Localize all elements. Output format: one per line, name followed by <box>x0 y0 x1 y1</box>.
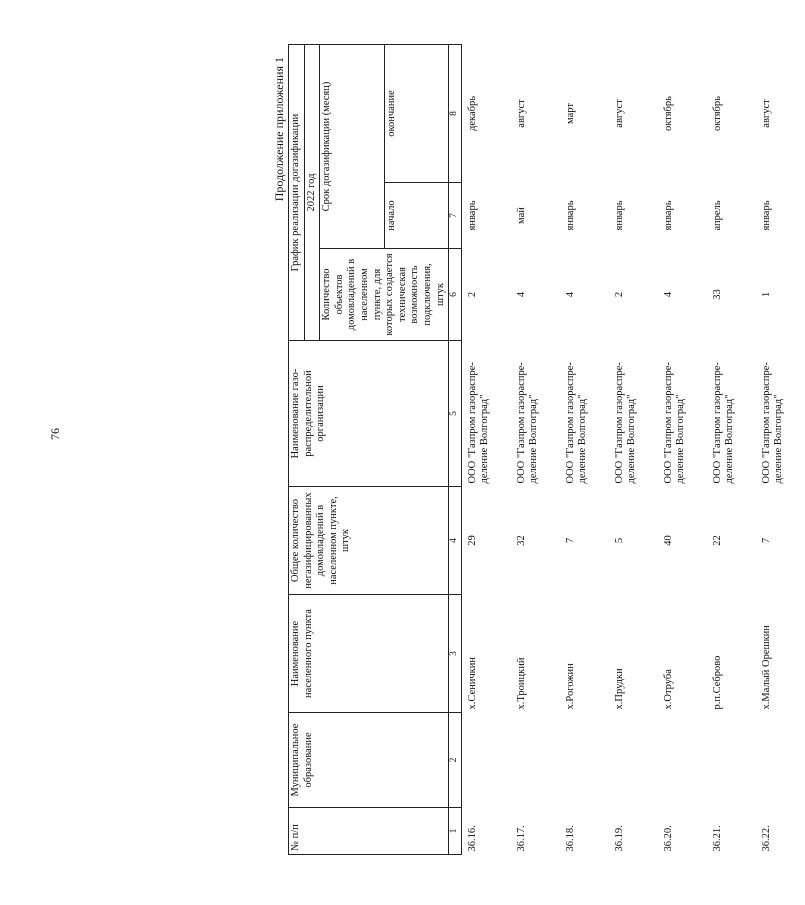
row-organization: ООО "Газпром газораспре- деление Волгоград" <box>711 362 736 484</box>
column-number: 3 <box>449 595 461 713</box>
row-end-month: март <box>564 103 576 124</box>
column-number: 4 <box>449 487 461 595</box>
row-start-month: май <box>515 207 527 224</box>
table-body <box>461 45 805 855</box>
table-row <box>707 45 756 855</box>
table-row <box>461 45 511 855</box>
row-settlement: х.Троицкий <box>515 657 527 710</box>
row-end-month: декабрь <box>466 96 478 131</box>
page-number: 76 <box>48 428 62 440</box>
row-objects: 4 <box>662 291 674 298</box>
row-municipality <box>560 713 609 808</box>
column-number: 6 <box>449 249 461 341</box>
row-settlement: х.Отруба <box>662 669 674 710</box>
th-households-total: Общее количество негазифицированных домовладений в населенном пункте, штук <box>289 487 449 595</box>
row-number: 36.18. <box>564 825 576 852</box>
column-number: 1 <box>449 808 461 855</box>
th-number: № п/п <box>289 808 449 855</box>
row-organization: ООО "Газпром газораспре- деление Волгоград" <box>564 362 589 484</box>
row-end-month: август <box>760 99 772 128</box>
th-term-title: Срок догазификации (месяц) <box>320 45 384 249</box>
row-objects: 4 <box>515 291 527 298</box>
row-households: 32 <box>515 535 527 546</box>
table-row <box>756 45 805 855</box>
row-number: 36.19. <box>613 825 625 852</box>
row-organization: ООО "Газпром газораспре- деление Волгоград" <box>466 362 491 484</box>
row-settlement: р.п.Себрово <box>711 655 723 710</box>
row-organization: ООО "Газпром газораспре- деление Волгоград" <box>760 362 785 484</box>
row-municipality <box>609 713 658 808</box>
row-organization: ООО "Газпром газораспре- деление Волгоград" <box>613 362 638 484</box>
row-settlement: х.Рогожин <box>564 663 576 710</box>
row-organization: ООО "Газпром газораспре- деление Волгоград" <box>515 362 540 484</box>
schedule-table-full <box>288 44 805 855</box>
continuation-title: Продолжение приложения 1 <box>272 57 286 202</box>
th-end: окончание <box>384 45 448 183</box>
row-households: 7 <box>760 537 772 544</box>
row-households: 7 <box>564 537 576 544</box>
column-number: 2 <box>449 713 461 808</box>
row-objects: 2 <box>466 291 478 298</box>
row-municipality <box>511 713 560 808</box>
row-start-month: январь <box>662 200 674 231</box>
row-start-month: апрель <box>711 200 723 231</box>
row-settlement: х.Малый Орешкин <box>760 625 772 710</box>
row-end-month: август <box>515 99 527 128</box>
row-households: 5 <box>613 537 625 544</box>
th-objects-count: Количество объектов домовладений в населенном пункте, для которых создается техническая возможность подключения, штук <box>320 249 449 341</box>
table-row <box>511 45 560 855</box>
row-end-month: октябрь <box>711 96 723 131</box>
row-end-month: октябрь <box>662 96 674 131</box>
row-objects: 2 <box>613 291 625 298</box>
row-objects: 1 <box>760 291 772 298</box>
row-municipality <box>707 713 756 808</box>
row-start-month: январь <box>613 200 625 231</box>
row-end-month: август <box>613 99 625 128</box>
row-households: 29 <box>466 535 478 546</box>
row-number: 36.16. <box>466 825 478 852</box>
rotated-sheet <box>270 45 785 855</box>
row-number: 36.21. <box>711 825 723 852</box>
th-municipality: Муниципальное образование <box>289 713 449 808</box>
row-settlement: х.Сеничкин <box>466 656 478 710</box>
row-organization: ООО "Газпром газораспре- деление Волгоград" <box>662 362 687 484</box>
row-households: 40 <box>662 535 674 546</box>
row-start-month: январь <box>466 200 478 231</box>
column-number: 5 <box>449 341 461 487</box>
row-objects: 4 <box>564 291 576 298</box>
th-schedule-group: График реализации догазификации <box>289 45 305 341</box>
table-row <box>560 45 609 855</box>
th-start: начало <box>384 183 448 249</box>
row-municipality <box>658 713 707 808</box>
row-households: 22 <box>711 535 723 546</box>
th-gas-organization: Наименование газо- распределительной организации <box>289 341 449 487</box>
column-number: 7 <box>449 183 461 249</box>
table-row <box>658 45 707 855</box>
row-number: 36.22. <box>760 825 772 852</box>
column-number: 8 <box>449 45 461 183</box>
row-number: 36.20. <box>662 825 674 852</box>
row-start-month: январь <box>564 200 576 231</box>
row-settlement: х.Прудки <box>613 668 625 710</box>
th-settlement: Наименование населенного пункта <box>289 595 449 713</box>
row-municipality <box>756 713 805 808</box>
row-municipality <box>461 713 511 808</box>
th-year: 2022 год <box>304 45 320 341</box>
row-start-month: январь <box>760 200 772 231</box>
row-objects: 33 <box>711 289 723 300</box>
row-number: 36.17. <box>515 825 527 852</box>
table-row <box>609 45 658 855</box>
